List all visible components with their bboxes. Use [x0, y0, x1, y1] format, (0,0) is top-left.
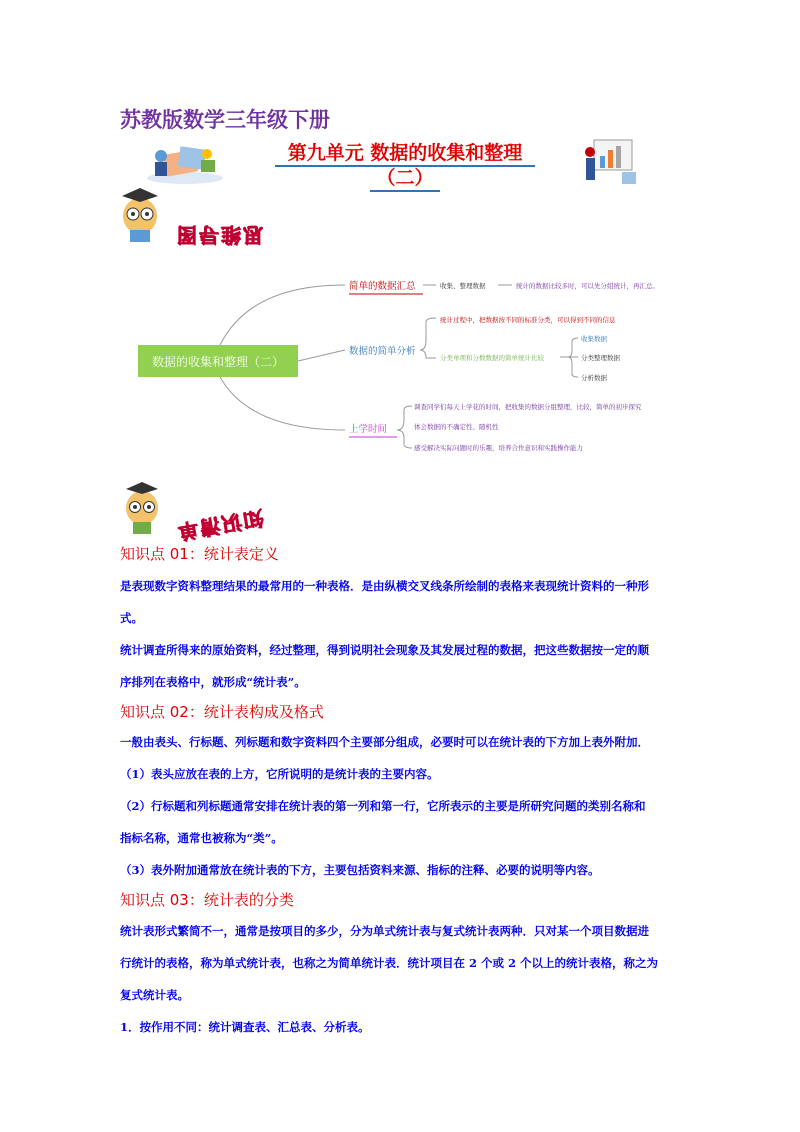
paragraph-line: 指标名称，通常也被称为“类”。: [120, 831, 283, 845]
branch-3-label: 上学时间: [349, 424, 388, 435]
paragraph-line: 1．按作用不同：统计调查表、汇总表、分析表。: [120, 1020, 370, 1034]
branch-2-label: 数据的简单分析: [349, 346, 416, 357]
branch-2-sub-3: 分析数据: [581, 374, 607, 382]
paragraph-line: （1）表头应放在表的上方，它所说明的是统计表的主要内容。: [120, 767, 439, 781]
unit-title: [275, 142, 535, 192]
knowledge-point-title: 知识点 01：统计表定义: [120, 545, 279, 563]
paragraph-line: 复式统计表。: [120, 988, 189, 1002]
unit-title-line2: （二）: [370, 167, 440, 192]
paragraph-line: 是表现数字资料整理结果的最常用的一种表格．是由纵横交叉线条所绘制的表格来表现统计资料的一种形: [120, 579, 649, 593]
paragraph-line: 序排列在表格中，就形成“统计表”。: [120, 675, 306, 689]
paragraph-line: 行统计的表格，称为单式统计表，也称之为简单统计表．统计项目在 2 个或 2 个以上的统计表格，称之为: [120, 956, 659, 970]
branch-3-leaf-1b: 体会数据的不确定性、随机性: [414, 423, 499, 431]
study-illustration-left: [145, 138, 225, 186]
unit-title-line1: 第九单元 数据的收集和整理: [275, 142, 535, 167]
paragraph-line: 统计表形式繁简不一，通常是按项目的多少，分为单式统计表与复式统计表两种．只对某一个项目数据进: [120, 924, 649, 938]
knowledge-point-body: [120, 570, 680, 698]
knowledge-point-body: [120, 726, 680, 886]
owl-teacher-icon: [118, 186, 162, 246]
branch-1-leaf-2: 统计的数据比较多时，可以先分组统计，再汇总。: [516, 282, 659, 290]
knowledge-point-body: [120, 915, 680, 1043]
mind-map: [120, 260, 680, 460]
knowledge-point-title: 知识点 03：统计表的分类: [120, 891, 294, 909]
branch-3-leaf-2: 感受解决实际问题时的乐趣，培养合作意识和实践操作能力: [414, 444, 583, 452]
paragraph-line: （3）表外附加通常放在统计表的下方，主要包括资料来源、指标的注释、必要的说明等内容。: [120, 863, 600, 877]
branch-2-leaf-1: 统计过程中，把数据按不同的标准分类，可以得到不同的信息: [440, 316, 616, 324]
paragraph-line: 一般由表头、行标题、列标题和数字资料四个主要部分组成，必要时可以在统计表的下方加上表外附加．: [120, 735, 649, 749]
paragraph-line: （2）行标题和列标题通常安排在统计表的第一列和第一行，它所表示的主要是所研究问题的类别名称和: [120, 799, 646, 813]
branch-3-leaf-1a: 调查同学们每天上学花的时间，把收集的数据分组整理，比较，简单的初步探究: [414, 403, 642, 411]
series-title: 苏教版数学三年级下册: [120, 107, 330, 132]
branch-1-label: 简单的数据汇总: [349, 281, 416, 292]
chart-illustration-right: [580, 138, 640, 186]
branch-2-sub-2: 分类整理数据: [581, 354, 620, 362]
mind-map-badge: 思维导图: [175, 223, 263, 247]
owl-student-icon: [120, 480, 164, 538]
paragraph-line: 统计调查所得来的原始资料，经过整理，得到说明社会现象及其发展过程的数据，把这些数据按一定的顺: [120, 643, 649, 657]
mind-map-root-label: 数据的收集和整理（二）: [151, 355, 285, 369]
knowledge-badge: 知识清单: [174, 505, 266, 545]
paragraph-line: 式。: [120, 611, 143, 625]
branch-2-sub-1: 收集数据: [581, 335, 607, 343]
branch-1-leaf-1: 收集、整理数据: [440, 282, 486, 290]
knowledge-point-title: 知识点 02：统计表构成及格式: [120, 703, 324, 721]
branch-2-leaf-2: 分类单项和分数数据的简单统计比较: [440, 354, 544, 362]
